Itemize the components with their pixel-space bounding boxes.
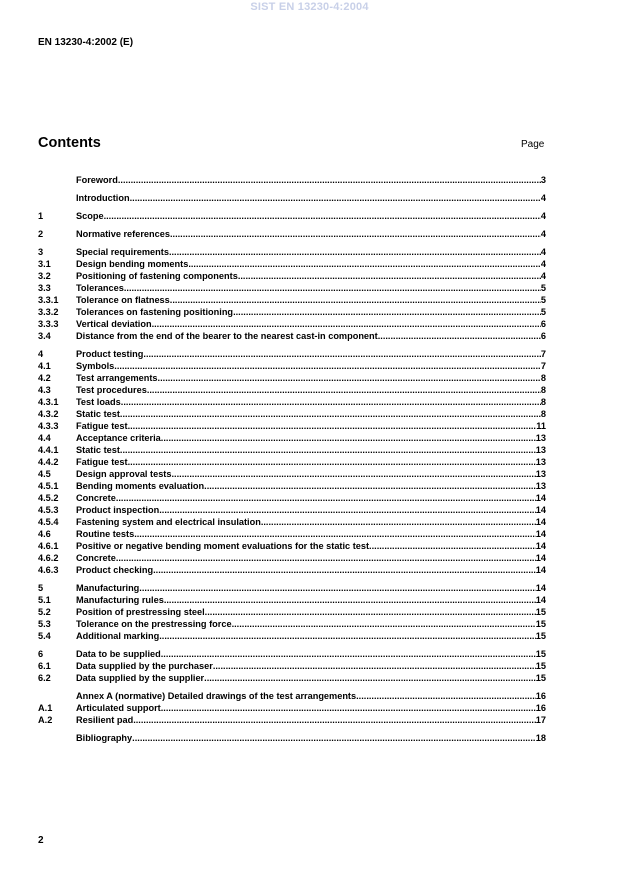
toc-entry[interactable] bbox=[38, 210, 546, 222]
toc-entry[interactable] bbox=[38, 360, 546, 372]
toc-entry-page: 4 bbox=[540, 211, 546, 221]
toc-entry-title: Design approval tests bbox=[76, 469, 172, 479]
document-id: EN 13230-4:2002 (E) bbox=[38, 37, 134, 48]
toc-entry-page: 4 bbox=[540, 229, 546, 239]
toc-entry[interactable] bbox=[38, 330, 546, 342]
toc-dot-leader bbox=[161, 432, 536, 444]
toc-entry-page: 8 bbox=[540, 385, 546, 395]
toc-entry-title: Introduction bbox=[76, 193, 130, 203]
page-column-label: Page bbox=[521, 139, 545, 150]
toc-dot-leader bbox=[188, 258, 541, 270]
toc-entry-page: 13 bbox=[535, 481, 546, 491]
toc-entry[interactable] bbox=[38, 618, 546, 630]
toc-entry[interactable] bbox=[38, 258, 546, 270]
toc-dot-leader bbox=[121, 396, 541, 408]
toc-entry-page: 4 bbox=[540, 247, 546, 257]
watermark: SIST EN 13230-4:2004 bbox=[250, 1, 369, 13]
toc-dot-leader bbox=[124, 282, 541, 294]
toc-entry-page: 6 bbox=[540, 319, 546, 329]
toc-entry-page: 17 bbox=[535, 715, 546, 725]
toc-entry[interactable] bbox=[38, 480, 546, 492]
toc-entry-number: 5.2 bbox=[38, 607, 51, 617]
toc-entry-page: 7 bbox=[540, 349, 546, 359]
toc-dot-leader bbox=[116, 552, 536, 564]
toc-entry-number: 4.3.3 bbox=[38, 421, 59, 431]
toc-dot-leader bbox=[130, 192, 541, 204]
toc-entry-page: 14 bbox=[535, 583, 546, 593]
toc-entry-title: Static test bbox=[76, 445, 120, 455]
toc-entry-title: Scope bbox=[76, 211, 104, 221]
toc-entry-number: 4.6.1 bbox=[38, 541, 59, 551]
toc-entry-title: Data supplied by the purchaser bbox=[76, 661, 213, 671]
toc-dot-leader bbox=[213, 660, 536, 672]
toc-entry-number: 5.1 bbox=[38, 595, 51, 605]
toc-entry-title: Special requirements bbox=[76, 247, 169, 257]
toc-entry-number: 3.3 bbox=[38, 283, 51, 293]
toc-entry-number: 5 bbox=[38, 583, 44, 593]
toc-entry-page: 14 bbox=[535, 541, 546, 551]
toc-entry-number: 3.3.1 bbox=[38, 295, 59, 305]
toc-entry-title: Articulated support bbox=[76, 703, 161, 713]
toc-dot-leader bbox=[204, 480, 536, 492]
contents-heading: Contents bbox=[38, 135, 101, 151]
toc-entry-number: 4.6.2 bbox=[38, 553, 59, 563]
toc-entry-number: 3.3.3 bbox=[38, 319, 59, 329]
toc-entry-number: A.2 bbox=[38, 715, 53, 725]
toc-entry-page: 18 bbox=[535, 733, 546, 743]
toc-entry-number: 6.1 bbox=[38, 661, 51, 671]
toc-entry-page: 5 bbox=[540, 295, 546, 305]
toc-entry-title: Normative references bbox=[76, 229, 170, 239]
toc-entry[interactable] bbox=[38, 690, 546, 702]
toc-entry-title: Fatigue test bbox=[76, 421, 128, 431]
toc-dot-leader bbox=[128, 420, 537, 432]
toc-dot-leader bbox=[159, 630, 536, 642]
toc-entry-page: 6 bbox=[540, 331, 546, 341]
toc-dot-leader bbox=[132, 732, 536, 744]
toc-entry-number: 6 bbox=[38, 649, 44, 659]
toc-dot-leader bbox=[147, 384, 541, 396]
toc-entry-page: 7 bbox=[540, 361, 546, 371]
toc-dot-leader bbox=[159, 504, 536, 516]
toc-entry-page: 4 bbox=[540, 259, 546, 269]
toc-entry-page: 13 bbox=[535, 457, 546, 467]
toc-dot-leader bbox=[170, 228, 541, 240]
toc-entry-title: Additional marking bbox=[76, 631, 160, 641]
toc-entry-page: 13 bbox=[535, 445, 546, 455]
toc-entry-page: 5 bbox=[540, 307, 546, 317]
toc-entry-title: Tolerance on the prestressing force bbox=[76, 619, 232, 629]
toc-entry-title: Bibliography bbox=[76, 733, 133, 743]
toc-dot-leader bbox=[114, 360, 541, 372]
toc-entry-page: 14 bbox=[535, 517, 546, 527]
toc-entry-title: Tolerances on fastening positioning bbox=[76, 307, 234, 317]
toc-entry[interactable] bbox=[38, 444, 546, 456]
toc-entry-number: 3 bbox=[38, 247, 44, 257]
toc-entry[interactable] bbox=[38, 630, 546, 642]
toc-entry[interactable] bbox=[38, 468, 546, 480]
toc-entry-page: 15 bbox=[535, 649, 546, 659]
toc-entry[interactable] bbox=[38, 174, 546, 186]
toc-entry[interactable] bbox=[38, 528, 546, 540]
toc-entry[interactable] bbox=[38, 606, 546, 618]
toc-dot-leader bbox=[232, 618, 536, 630]
toc-entry[interactable] bbox=[38, 348, 546, 360]
toc-dot-leader bbox=[118, 174, 541, 186]
toc-entry-title: Test arrangements bbox=[76, 373, 158, 383]
toc-entry-number: 3.3.2 bbox=[38, 307, 59, 317]
toc-entry-title: Design bending moments bbox=[76, 259, 189, 269]
toc-entry-page: 15 bbox=[535, 619, 546, 629]
toc-dot-leader bbox=[161, 648, 536, 660]
toc-entry[interactable] bbox=[38, 192, 546, 204]
toc-dot-leader bbox=[171, 468, 535, 480]
toc-entry[interactable] bbox=[38, 420, 546, 432]
toc-entry-number: 4.6 bbox=[38, 529, 51, 539]
toc-entry-number: 4.5.3 bbox=[38, 505, 59, 515]
toc-entry-title: Symbols bbox=[76, 361, 115, 371]
toc-entry-title: Manufacturing bbox=[76, 583, 140, 593]
toc-entry-page: 5 bbox=[540, 283, 546, 293]
toc-entry-page: 15 bbox=[535, 673, 546, 683]
toc-entry-title: Bending moments evaluation bbox=[76, 481, 205, 491]
toc-entry-title: Manufacturing rules bbox=[76, 595, 164, 605]
toc-dot-leader bbox=[139, 582, 535, 594]
toc-dot-leader bbox=[143, 348, 540, 360]
toc-entry-number: 3.1 bbox=[38, 259, 51, 269]
toc-entry-number: 5.4 bbox=[38, 631, 51, 641]
toc-entry-page: 4 bbox=[540, 271, 546, 281]
toc-entry[interactable] bbox=[38, 672, 546, 684]
toc-entry-page: 14 bbox=[535, 529, 546, 539]
toc-dot-leader bbox=[133, 714, 536, 726]
toc-entry[interactable] bbox=[38, 540, 546, 552]
toc-entry[interactable] bbox=[38, 714, 546, 726]
toc-entry-number: 3.4 bbox=[38, 331, 51, 341]
toc-entry[interactable] bbox=[38, 282, 546, 294]
toc-entry[interactable] bbox=[38, 504, 546, 516]
toc-entry-page: 8 bbox=[540, 397, 546, 407]
toc-dot-leader bbox=[164, 594, 536, 606]
toc-entry-title: Tolerance on flatness bbox=[76, 295, 170, 305]
toc-dot-leader bbox=[158, 372, 541, 384]
toc-entry-number: 4 bbox=[38, 349, 44, 359]
toc-entry[interactable] bbox=[38, 552, 546, 564]
toc-entry-page: 15 bbox=[535, 661, 546, 671]
toc-entry[interactable] bbox=[38, 582, 546, 594]
toc-entry-title: Tolerances bbox=[76, 283, 124, 293]
toc-entry-title: Annex A (normative) Detailed drawings of the test arrangements bbox=[76, 691, 357, 701]
toc-entry-page: 16 bbox=[535, 691, 546, 701]
toc-entry-page: 8 bbox=[540, 373, 546, 383]
toc-entry-title: Acceptance criteria bbox=[76, 433, 161, 443]
toc-entry[interactable] bbox=[38, 228, 546, 240]
toc-dot-leader bbox=[116, 492, 536, 504]
toc-entry-title: Positioning of fastening components bbox=[76, 271, 238, 281]
toc-entry-title: Data to be supplied bbox=[76, 649, 161, 659]
toc-entry-page: 4 bbox=[540, 193, 546, 203]
toc-entry-number: 3.2 bbox=[38, 271, 51, 281]
toc-entry-number: 4.2 bbox=[38, 373, 51, 383]
toc-entry-number: 4.3 bbox=[38, 385, 51, 395]
toc-entry[interactable] bbox=[38, 516, 546, 528]
toc-entry-number: 4.5.1 bbox=[38, 481, 59, 491]
toc-dot-leader bbox=[152, 318, 541, 330]
toc-entry-title: Product testing bbox=[76, 349, 144, 359]
toc-entry-number: 4.6.3 bbox=[38, 565, 59, 575]
toc-dot-leader bbox=[369, 540, 536, 552]
toc-dot-leader bbox=[170, 294, 541, 306]
toc-dot-leader bbox=[356, 690, 536, 702]
toc-entry-number: 4.5.4 bbox=[38, 517, 59, 527]
toc-entry-title: Fastening system and electrical insulation bbox=[76, 517, 261, 527]
toc-entry-number: 4.3.1 bbox=[38, 397, 59, 407]
toc-entry[interactable] bbox=[38, 432, 546, 444]
toc-entry[interactable] bbox=[38, 564, 546, 576]
toc-dot-leader bbox=[153, 564, 536, 576]
toc-dot-leader bbox=[238, 270, 541, 282]
toc-entry-title: Static test bbox=[76, 409, 120, 419]
toc-entry-title: Product inspection bbox=[76, 505, 160, 515]
toc-entry[interactable] bbox=[38, 702, 546, 714]
toc-entry-number: 4.1 bbox=[38, 361, 51, 371]
toc-entry-number: 4.4.2 bbox=[38, 457, 59, 467]
toc-entry-page: 11 bbox=[536, 421, 546, 431]
toc-entry-page: 8 bbox=[540, 409, 546, 419]
toc-entry-title: Product checking bbox=[76, 565, 154, 575]
toc-entry-title: Test procedures bbox=[76, 385, 147, 395]
toc-entry[interactable] bbox=[38, 660, 546, 672]
toc-entry[interactable] bbox=[38, 318, 546, 330]
toc-entry-title: Concrete bbox=[76, 493, 116, 503]
toc-entry-title: Distance from the end of the bearer to the nearest cast-in component bbox=[76, 331, 378, 341]
toc-dot-leader bbox=[128, 456, 536, 468]
toc-entry-title: Positive or negative bending moment evaluations for the static test bbox=[76, 541, 370, 551]
toc-entry-page: 14 bbox=[535, 595, 546, 605]
toc-entry-number: 4.5 bbox=[38, 469, 51, 479]
toc-dot-leader bbox=[204, 672, 536, 684]
toc-entry-title: Vertical deviation bbox=[76, 319, 152, 329]
toc-entry-page: 13 bbox=[535, 469, 546, 479]
toc-entry-number: 4.4 bbox=[38, 433, 51, 443]
toc-entry-title: Resilient pad bbox=[76, 715, 134, 725]
toc-entry-page: 13 bbox=[535, 433, 546, 443]
toc-dot-leader bbox=[134, 528, 536, 540]
toc-entry[interactable] bbox=[38, 492, 546, 504]
toc-dot-leader bbox=[261, 516, 536, 528]
toc-entry-number: 4.4.1 bbox=[38, 445, 59, 455]
toc-dot-leader bbox=[378, 330, 541, 342]
toc-entry-number: A.1 bbox=[38, 703, 53, 713]
toc-entry-page: 3 bbox=[540, 175, 546, 185]
toc-entry[interactable] bbox=[38, 396, 546, 408]
toc-entry-number: 4.3.2 bbox=[38, 409, 59, 419]
toc-dot-leader bbox=[233, 306, 541, 318]
toc-entry[interactable] bbox=[38, 456, 546, 468]
toc-entry[interactable] bbox=[38, 270, 546, 282]
toc-entry-number: 6.2 bbox=[38, 673, 51, 683]
toc-entry-page: 15 bbox=[535, 607, 546, 617]
toc-entry[interactable] bbox=[38, 294, 546, 306]
toc-entry[interactable] bbox=[38, 246, 546, 258]
toc-entry-page: 15 bbox=[535, 631, 546, 641]
toc-entry-page: 14 bbox=[535, 565, 546, 575]
page-number: 2 bbox=[38, 835, 44, 846]
toc-entry-page: 14 bbox=[535, 505, 546, 515]
toc-entry-number: 4.5.2 bbox=[38, 493, 59, 503]
toc-dot-leader bbox=[120, 408, 541, 420]
toc-entry-title: Data supplied by the supplier bbox=[76, 673, 205, 683]
toc-entry-number: 1 bbox=[38, 211, 44, 221]
toc-entry-number: 2 bbox=[38, 229, 44, 239]
toc-entry-title: Concrete bbox=[76, 553, 116, 563]
table-of-contents bbox=[38, 174, 546, 744]
toc-entry-title: Foreword bbox=[76, 175, 118, 185]
toc-entry[interactable] bbox=[38, 372, 546, 384]
toc-entry[interactable] bbox=[38, 384, 546, 396]
toc-dot-leader bbox=[120, 444, 536, 456]
toc-entry[interactable] bbox=[38, 306, 546, 318]
toc-entry-page: 14 bbox=[535, 553, 546, 563]
toc-entry-title: Test loads bbox=[76, 397, 121, 407]
toc-entry[interactable] bbox=[38, 648, 546, 660]
toc-entry[interactable] bbox=[38, 732, 546, 744]
toc-entry[interactable] bbox=[38, 594, 546, 606]
toc-entry-page: 16 bbox=[535, 703, 546, 713]
toc-entry-page: 14 bbox=[535, 493, 546, 503]
toc-entry-title: Position of prestressing steel bbox=[76, 607, 205, 617]
toc-dot-leader bbox=[169, 246, 541, 258]
toc-entry-number: 5.3 bbox=[38, 619, 51, 629]
toc-entry[interactable] bbox=[38, 408, 546, 420]
toc-dot-leader bbox=[205, 606, 536, 618]
toc-entry-title: Fatigue test bbox=[76, 457, 128, 467]
toc-entry-title: Routine tests bbox=[76, 529, 135, 539]
toc-dot-leader bbox=[104, 210, 541, 222]
toc-dot-leader bbox=[161, 702, 536, 714]
